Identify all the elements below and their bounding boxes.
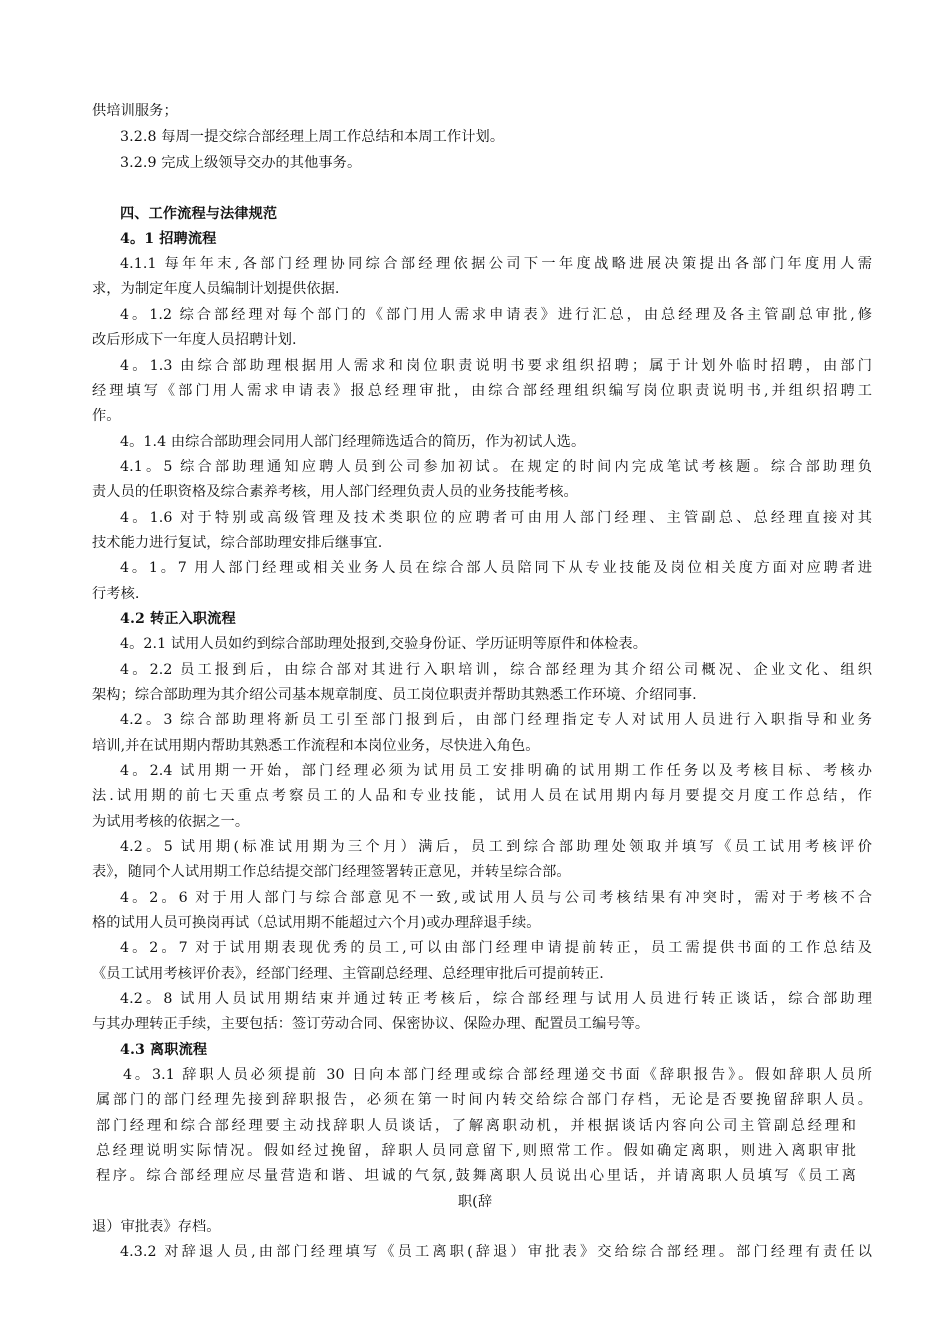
- text-line: 供培训服务；: [92, 103, 178, 119]
- paragraph-line: 4。1。7 用人部门经理或相关业务人员在综合部人员陪同下从专业技能及岗位相关度方面对应聘者进: [120, 560, 872, 576]
- paragraph-line: 4.2。8 试用人员试用期结束并通过转正考核后，综合部经理与试用人员进行转正谈话，综合部助理: [120, 991, 872, 1007]
- paragraph-line: 为试用考核的依据之一。: [92, 814, 250, 830]
- paragraph-line: 部门经理和综合部经理要主动找辞职人员谈话，了解离职动机，并根据谈话内容向公司主管副总经理和: [96, 1118, 856, 1134]
- paragraph-line: 4.1。5 综合部助理通知应聘人员到公司参加初试。在规定的时间内完成笔试考核题。综合部助理负: [120, 459, 872, 475]
- paragraph-line: 4。1.3 由综合部助理根据用人需求和岗位职责说明书要求组织招聘；属于计划外临时招聘，由部门: [120, 358, 872, 374]
- paragraph-line: 职(辞: [457, 1194, 493, 1210]
- list-item-3-2-9: 3.2.9 完成上级领导交办的其他事务。: [120, 155, 362, 171]
- paragraph-line: 作。: [92, 408, 121, 424]
- paragraph-line: 技术能力进行复试，综合部助理安排后继事宜.: [92, 535, 383, 551]
- paragraph-line: 4。2.1 试用人员如约到综合部助理处报到,交验身份证、学历证明等原件和体检表。: [120, 636, 647, 652]
- paragraph-line: 4.2。3 综合部助理将新员工引至部门报到后，由部门经理指定专人对试用人员进行入职指导和业务: [120, 712, 872, 728]
- paragraph-line: 4。1.2 综合部经理对每个部门的《部门用人需求申请表》进行汇总，由总经理及各主管副总审批,修: [120, 307, 872, 323]
- subsection-heading: 4.3 离职流程: [120, 1042, 208, 1058]
- paragraph-line: 4.1.1 每年年末,各部门经理协同综合部经理依据公司下一年度战略进展决策提出各部门年度用人需: [120, 256, 872, 272]
- paragraph-line: 程序。综合部经理应尽量营造和谐、坦诚的气氛,鼓舞离职人员说出心里话，并请离职人员填写《员工离: [96, 1168, 856, 1184]
- paragraph-line: 4。2.4 试用期一开始，部门经理必须为试用员工安排明确的试用期工作任务以及考核目标、考核办: [120, 763, 872, 779]
- paragraph-line: 表》，随同个人试用期工作总结提交部门经理签署转正意见，并转呈综合部。: [92, 864, 571, 880]
- paragraph-line: 属部门的部门经理先接到辞职报告，必须在第一时间内转交给综合部门存档，无论是否要挽留辞职人员。: [96, 1092, 872, 1108]
- paragraph-line: 培训,并在试用期内帮助其熟悉工作流程和本岗位业务，尽快进入角色。: [92, 738, 540, 754]
- paragraph-line: 4。1.6 对于特别或高级管理及技术类职位的应聘者可由用人部门经理、主管副总、总经理直接对其: [120, 510, 872, 526]
- paragraph-line: 4。2。6 对于用人部门与综合部意见不一致,或试用人员与公司考核结果有冲突时，需对于考核不合: [120, 890, 872, 906]
- paragraph-line: 责人员的任职资格及综合素养考核，用人部门经理负责人员的业务技能考核。: [92, 484, 578, 500]
- subsection-heading: 4。1 招聘流程: [120, 231, 217, 247]
- paragraph-line: 总经理说明实际情况。假如经过挽留，辞职人员同意留下,则照常工作。假如确定离职，则进入离职审批: [96, 1143, 856, 1159]
- paragraph-line: 4。3.1 辞职人员必须提前 30 日向本部门经理或综合部经理递交书面《辞职报告》。假如辞职人员所: [123, 1067, 872, 1083]
- section-heading: 四、工作流程与法律规范: [120, 206, 278, 222]
- paragraph-line: 求，为制定年度人员编制计划提供依据.: [92, 281, 340, 297]
- paragraph-line: 《员工试用考核评价表》，经部门经理、主管副总经理、总经理审批后可提前转正.: [92, 966, 604, 982]
- paragraph-line: 4。2。7 对于试用期表现优秀的员工,可以由部门经理申请提前转正，员工需提供书面的工作总结及: [120, 940, 872, 956]
- paragraph-line: 经理填写《部门用人需求申请表》报总经理审批，由综合部经理组织编写岗位职责说明书,并组织招聘工: [92, 383, 872, 399]
- paragraph-line: 4.2。5 试用期(标准试用期为三个月）满后，员工到综合部助理处领取并填写《员工试用考核评价: [120, 839, 872, 855]
- paragraph-line: 4。1.4 由综合部助理会同用人部门经理筛选适合的简历，作为初试人选。: [120, 434, 586, 450]
- paragraph-line: 4.3.2 对辞退人员,由部门经理填写《员工离职(辞退）审批表》交给综合部经理。部门经理有责任以: [120, 1244, 872, 1260]
- paragraph-line: 改后形成下一年度人员招聘计划.: [92, 332, 297, 348]
- paragraph-line: 退）审批表》存档。: [92, 1219, 221, 1235]
- subsection-heading: 4.2 转正入职流程: [120, 611, 236, 627]
- list-item-3-2-8: 3.2.8 每周一提交综合部经理上周工作总结和本周工作计划。: [120, 129, 505, 145]
- paragraph-line: 4。2.2 员工报到后，由综合部对其进行入职培训，综合部经理为其介绍公司概况、企业文化、组织: [120, 662, 872, 678]
- paragraph-line: 格的试用人员可换岗再试（总试用期不能超过六个月)或办理辞退手续。: [92, 915, 541, 931]
- paragraph-line: 架构；综合部助理为其介绍公司基本规章制度、员工岗位职责并帮助其熟悉工作环境、介绍同事.: [92, 687, 697, 703]
- paragraph-line: 与其办理转正手续，主要包括：签订劳动合同、保密协议、保险办理、配置员工编号等。: [92, 1016, 650, 1032]
- paragraph-line: 法.试用期的前七天重点考察员工的人品和专业技能，试用人员在试用期内每月要提交月度工作总结，作: [92, 788, 872, 804]
- paragraph-line: 行考核.: [92, 586, 140, 602]
